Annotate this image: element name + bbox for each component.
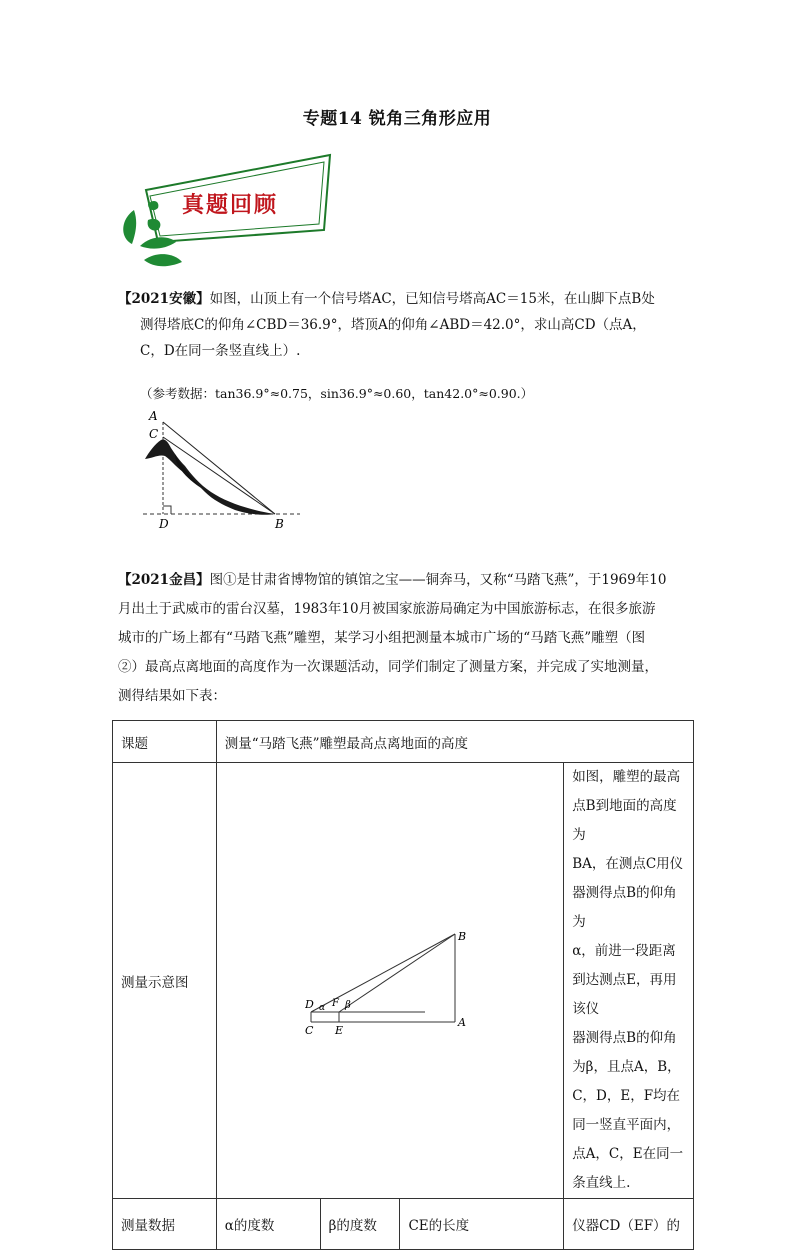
label-alpha: α xyxy=(318,1002,326,1013)
problem-1 xyxy=(118,286,688,364)
problem-2-line4: ②）最高点离地面的高度作为一次课题活动，同学们制定了测量方案，并完成了实地测量， xyxy=(118,659,658,675)
leaf-icon xyxy=(144,254,182,266)
mountain-silhouette xyxy=(145,439,275,514)
ce-length-header: CE的长度 xyxy=(400,1199,564,1250)
reference-data: （参考数据：tan36.9°≈0.75，sin36.9°≈0.60，tan42.0°≈0.90.） xyxy=(140,386,534,401)
table-row xyxy=(113,1199,694,1250)
desc-line: 如图，雕塑的最高点B到地面的高度为 xyxy=(572,769,681,843)
alpha-degrees-header: α的度数 xyxy=(216,1199,320,1250)
diagram-description xyxy=(564,763,694,1199)
measurement-table xyxy=(112,720,694,1250)
desc-line: α，前进一段距离到达测点E，再用该仪 xyxy=(572,943,677,1017)
label-e: E xyxy=(334,1023,343,1036)
statue-measurement-figure xyxy=(305,926,475,1036)
label-b: B xyxy=(275,517,284,531)
row-label-data: 测量数据 xyxy=(113,1199,217,1250)
problem-1-line3: C，D在同一条竖直线上）. xyxy=(140,343,301,359)
desc-line: 器测得点B的仰角为β，且点A，B， xyxy=(572,1030,681,1075)
beta-degrees-header: β的度数 xyxy=(320,1199,400,1250)
problem-2-line1: 图①是甘肃省博物馆的镇馆之宝——铜奔马，又称“马踏飞燕”，于1969年10 xyxy=(209,572,667,588)
mountain-tower-figure xyxy=(135,404,310,534)
banner-label: 真题回顾 xyxy=(181,192,278,218)
label-c: C xyxy=(304,1023,314,1036)
problem-2-line5: 测得结果如下表： xyxy=(118,688,226,704)
label-a: A xyxy=(149,409,158,423)
table-row xyxy=(113,721,694,763)
row-label-topic: 课题 xyxy=(113,721,217,763)
instrument-height-header: 仪器CD（EF）的 xyxy=(564,1199,694,1250)
problem-1-line1: 如图，山顶上有一个信号塔AC，已知信号塔高AC＝15米，在山脚下点B处 xyxy=(209,291,655,307)
desc-line: 点A，C，E在同一条直线上. xyxy=(572,1146,684,1191)
desc-line: BA，在测点C用仪器测得点B的仰角为 xyxy=(572,856,684,930)
desc-line: C，D，E，F均在同一竖直平面内， xyxy=(572,1088,681,1133)
row-label-diagram: 测量示意图 xyxy=(113,763,217,1199)
problem-2-source: 【2021金昌】 xyxy=(118,572,210,588)
diagram-cell xyxy=(216,763,563,1199)
table-row xyxy=(113,763,694,1199)
page-title: 专题14 锐角三角形应用 xyxy=(302,109,492,129)
problem-1-line2: 测得塔底C的仰角∠CBD＝36.9°，塔顶A的仰角∠ABD＝42.0°，求山高CD（点A， xyxy=(140,317,646,333)
problem-2-line2: 月出土于武威市的雷台汉墓，1983年10月被国家旅游局确定为中国旅游标志，在很多旅游 xyxy=(118,601,656,617)
problem-2 xyxy=(118,566,688,711)
problem-2-line3: 城市的广场上都有“马踏飞燕”雕塑，某学习小组把测量本城市广场的“马踏飞燕”雕塑（图 xyxy=(118,630,646,646)
label-d: D xyxy=(304,997,314,1011)
label-f: F xyxy=(331,997,339,1009)
problem-1-source: 【2021安徽】 xyxy=(118,291,210,307)
label-d: D xyxy=(159,517,169,531)
topic-content: 测量“马踏飞燕”雕塑最高点离地面的高度 xyxy=(216,721,693,763)
leaf-icon xyxy=(123,210,136,244)
leaf-icon xyxy=(140,237,176,248)
label-c: C xyxy=(149,427,159,441)
label-b: B xyxy=(457,929,467,943)
label-beta: β xyxy=(344,999,351,1011)
label-a: A xyxy=(457,1015,466,1029)
